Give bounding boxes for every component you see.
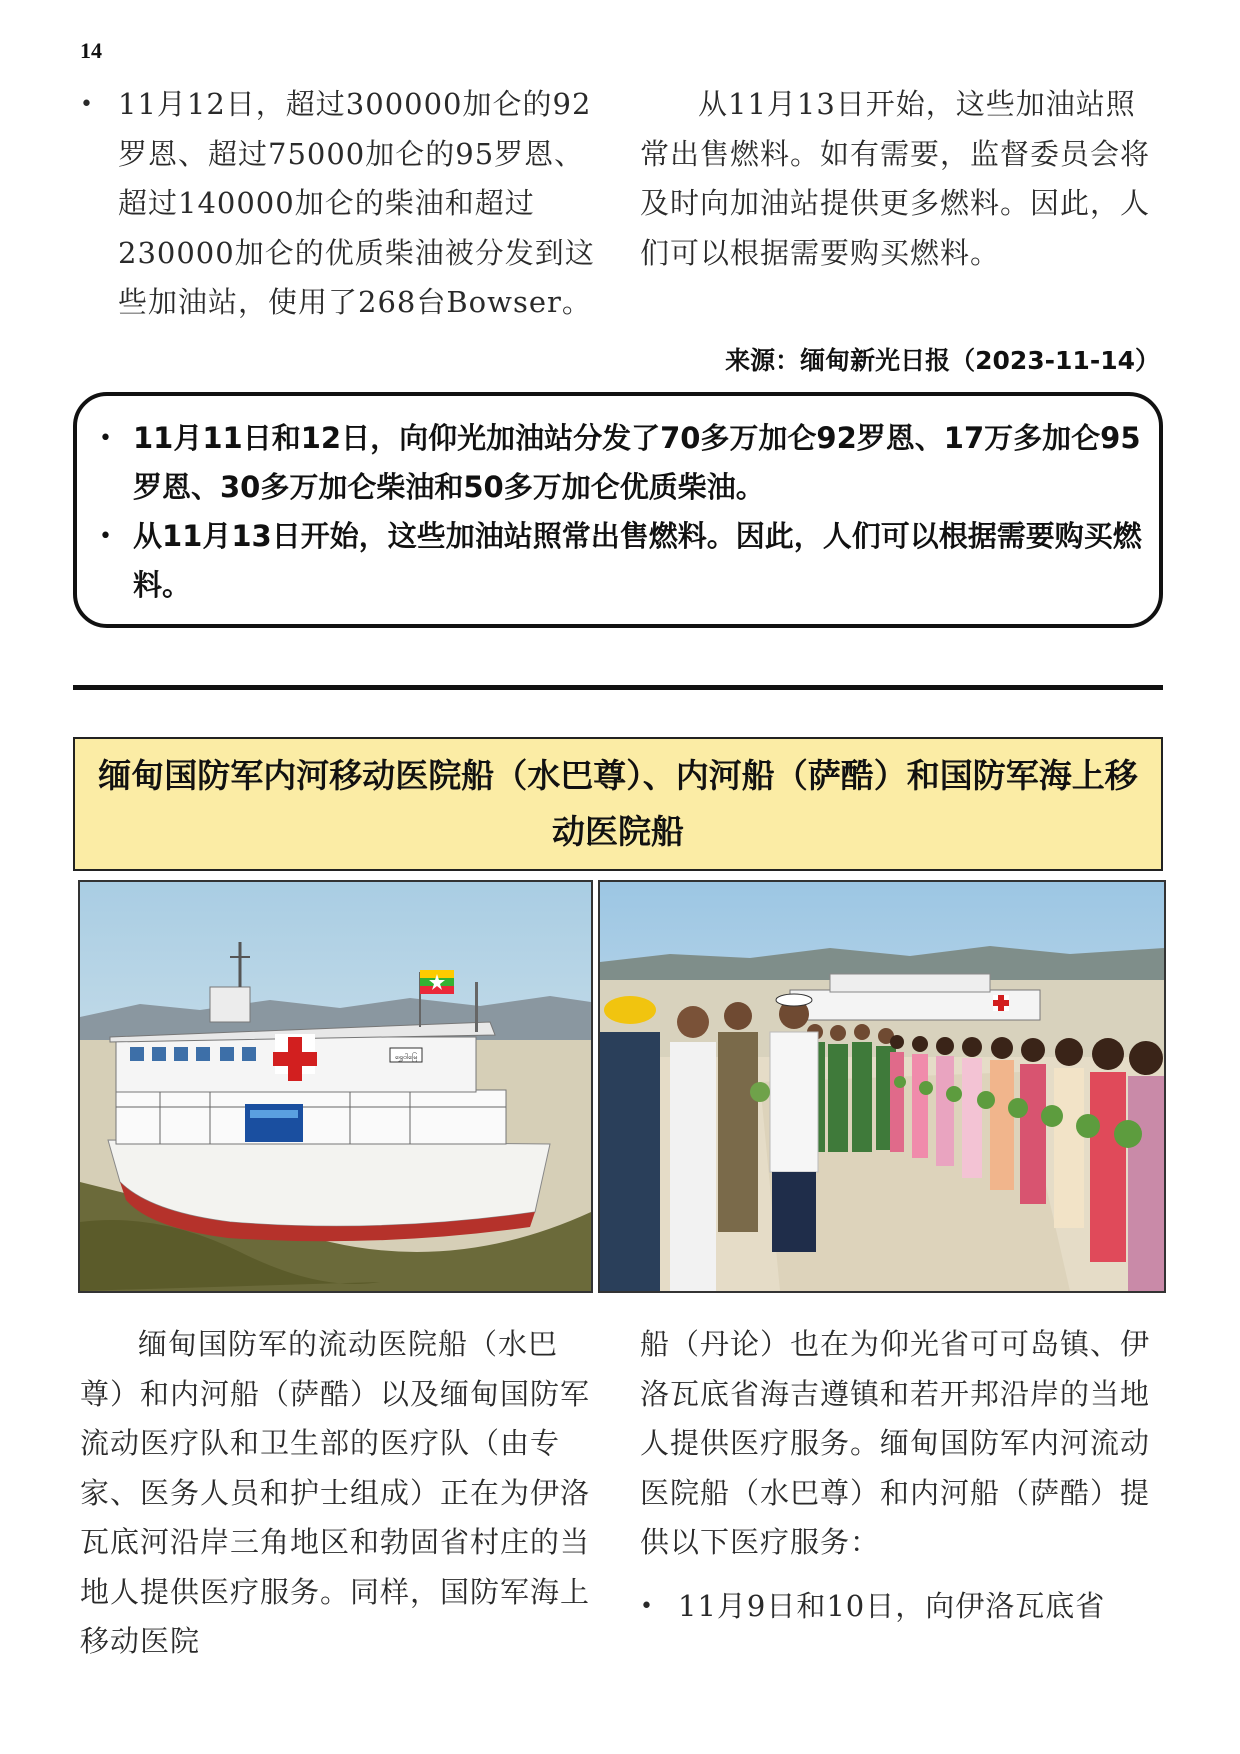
bullet-item <box>640 1582 1162 1632</box>
photo-welcome-ceremony <box>598 880 1166 1293</box>
page-number: 14 <box>80 38 102 63</box>
bullet-item <box>80 80 600 328</box>
source-line: 来源：缅甸新光日报（2023-11-14） <box>725 346 1160 375</box>
paragraph: 缅甸国防军的流动医院船（水巴尊）和内河船（萨酷）以及缅甸国防军流动医疗队和卫生部的医疗队（由专家、医务人员和护士组成）正在为伊洛瓦底河沿岸三角地区和勃固省村庄的当地人提供医疗服务。同样，国防军海上移动医院 <box>80 1327 591 1658</box>
summary-box <box>73 392 1163 628</box>
photo-hospital-boat <box>78 880 593 1293</box>
top-right-column <box>640 80 1162 278</box>
hospital-boat-illustration <box>80 882 591 1291</box>
summary-item <box>95 414 1143 512</box>
boat-name-sign: ရွှေဝါမြေ <box>394 1053 418 1061</box>
paragraph: 从11月13日开始，这些加油站照常出售燃料。如有需要，监督委员会将及时向加油站提供更多燃料。因此，人们可以根据需要购买燃料。 <box>640 87 1151 270</box>
myanmar-flag-icon <box>420 970 454 994</box>
bullet-text: 11月12日，超过300000加仑的92罗恩、超过75000加仑的95罗恩、超过140000加仑的柴油和超过230000加仑的优质柴油被分发到这些加油站，使用了268台Bowser。 <box>118 87 595 319</box>
bullet-icon: • <box>99 524 112 549</box>
section-title: 缅甸国防军内河移动医院船（水巴尊）、内河船（萨酷）和国防军海上移动医院船 <box>98 756 1138 851</box>
bullet-text: 11月9日和10日，向伊洛瓦底省 <box>678 1588 1106 1623</box>
paragraph: 船（丹论）也在为仰光省可可岛镇、伊洛瓦底省海吉遵镇和若开邦沿岸的当地人提供医疗服务。缅甸国防军内河流动医院船（水巴尊）和内河船（萨酷）提供以下医疗服务： <box>640 1327 1151 1559</box>
bullet-icon: • <box>80 92 94 117</box>
welcome-ceremony-illustration <box>600 882 1164 1291</box>
summary-list <box>95 414 1143 610</box>
summary-item-text: 从11月13日开始，这些加油站照常出售燃料。因此，人们可以根据需要购买燃料。 <box>133 519 1142 602</box>
summary-item-text: 11月11日和12日，向仰光加油站分发了70多万加仑92罗恩、17万多加仑95罗恩、30多万加仑柴油和50多万加仑优质柴油。 <box>133 421 1141 504</box>
bottom-right-column <box>640 1320 1162 1631</box>
bottom-left-column <box>80 1320 602 1667</box>
bullet-icon: • <box>640 1593 654 1619</box>
bullet-icon: • <box>99 426 112 451</box>
top-left-column <box>80 80 600 328</box>
summary-item <box>95 512 1143 610</box>
section-title-box <box>73 737 1163 871</box>
section-divider <box>73 685 1163 690</box>
